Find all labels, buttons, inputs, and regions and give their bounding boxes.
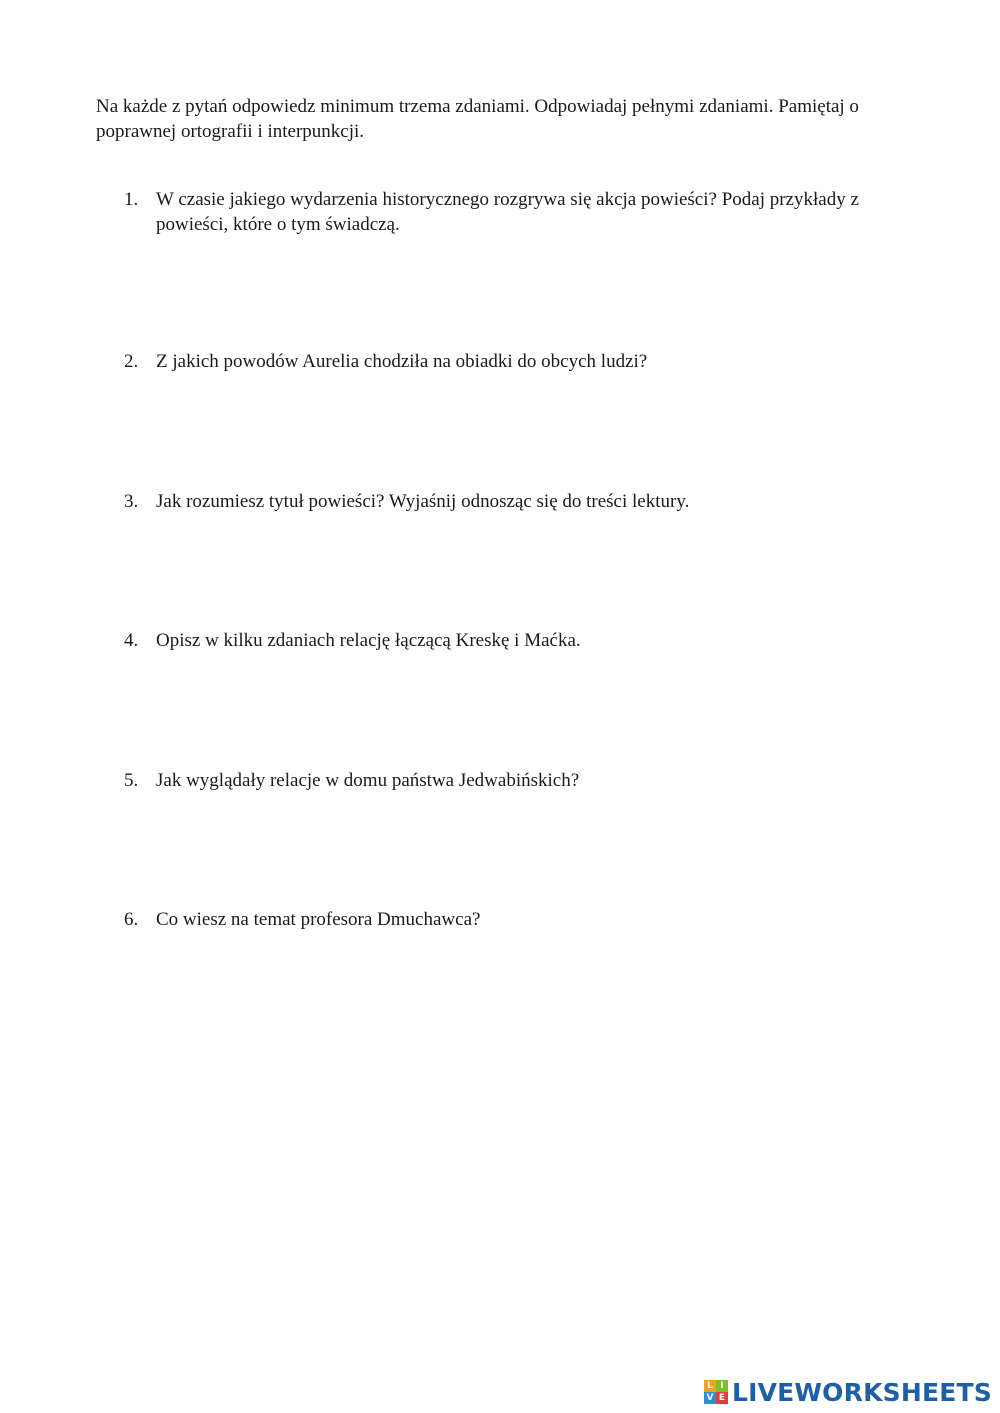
question-text: Co wiesz na temat profesora Dmuchawca?	[156, 909, 481, 930]
liveworksheets-watermark	[704, 1377, 992, 1407]
question-5	[124, 768, 914, 793]
watermark-text: LIVEWORKSHEETS	[731, 1377, 992, 1407]
logo-letter: L	[704, 1380, 716, 1392]
question-number: 1.	[124, 189, 139, 210]
question-number: 2.	[124, 351, 139, 372]
question-text: Jak wyglądały relacje w domu państwa Jedwabińskich?	[156, 770, 580, 791]
question-text: Opisz w kilku zdaniach relację łączącą Kreskę i Maćka.	[156, 630, 581, 651]
question-3	[124, 489, 914, 514]
question-number: 5.	[124, 770, 139, 791]
question-text: Jak rozumiesz tytuł powieści? Wyjaśnij odnosząc się do treści lektury.	[156, 491, 690, 512]
question-number: 4.	[124, 630, 139, 651]
question-2	[124, 349, 914, 374]
logo-letter: I	[716, 1380, 728, 1392]
logo-letter: E	[716, 1392, 728, 1404]
question-number: 6.	[124, 909, 139, 930]
question-text: W czasie jakiego wydarzenia historycznego rozgrywa się akcja powieści? Podaj przykłady z powieści, które o tym świadczą.	[156, 189, 859, 235]
liveworksheets-logo-icon	[704, 1380, 728, 1404]
question-number: 3.	[124, 491, 139, 512]
question-6	[124, 907, 914, 932]
logo-letter: V	[704, 1392, 716, 1404]
instructions: Na każde z pytań odpowiedz minimum trzema zdaniami. Odpowiadaj pełnymi zdaniami. Pamiętaj o poprawnej ortografii i interpunkcji.	[96, 96, 859, 142]
question-text: Z jakich powodów Aurelia chodziła na obiadki do obcych ludzi?	[156, 351, 648, 372]
question-1	[124, 187, 914, 237]
question-4	[124, 628, 914, 653]
